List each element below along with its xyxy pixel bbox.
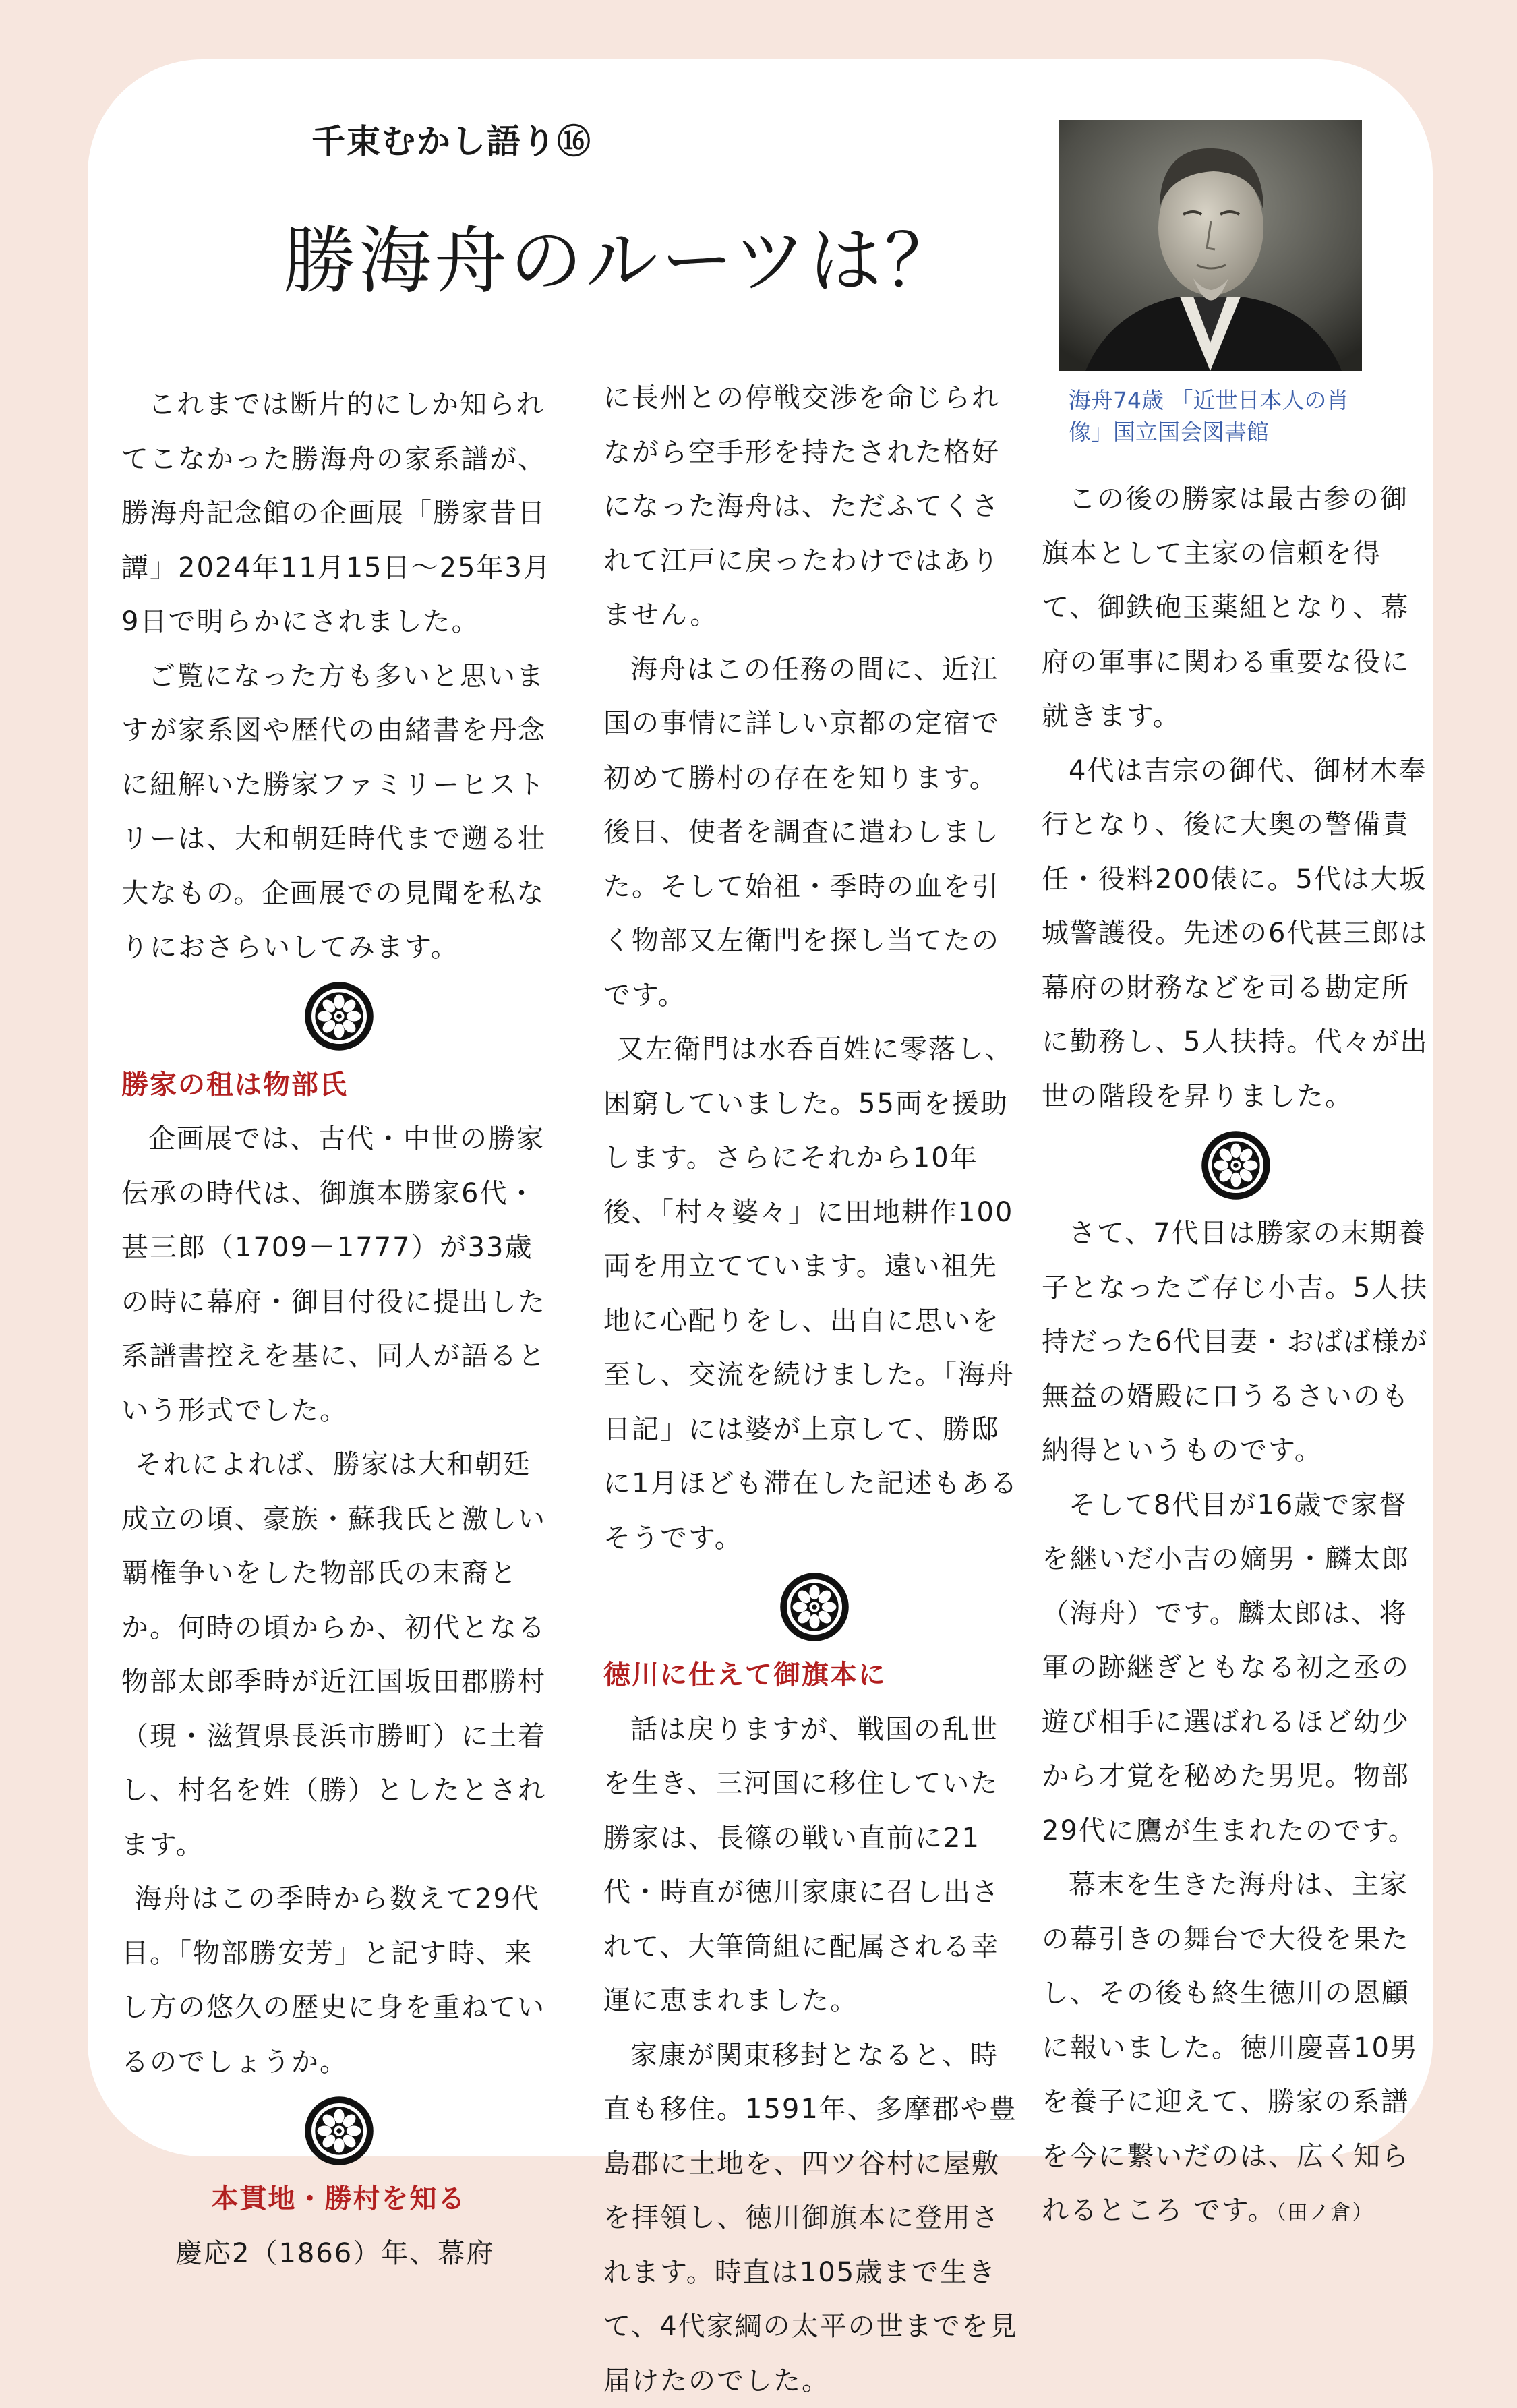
paragraph: 企画展では、古代・中世の勝家伝承の時代は、御旗本勝家6代・甚三郎（1709－1777）が33歳の時に幕府・御目付役に提出した系譜書控えを基に、同人が語るという形式でした。 (121, 1112, 556, 1438)
family-crest-icon (121, 975, 556, 1058)
series-title: 千束むかし語り⑯ (311, 115, 592, 163)
paragraph: ご覧になった方も多いと思いますが家系図や歴代の由緒書を丹念に紐解いた勝家ファミリーヒストリーは、大和朝廷時代まで遡る壮大なもの。企画展での見聞を私なりにおさらいしてみます。 (121, 649, 556, 975)
paragraph: それによれば、勝家は大和朝廷成立の頃、豪族・蘇我氏と激しい覇権争いをした物部氏の末裔とか。何時の頃からか、初代となる物部太郎季時が近江国坂田郡勝村（現・滋賀県長浜市勝町）に土着し、村名を姓（勝）としたとされます。 (121, 1438, 556, 1872)
paragraph: に長州との停戦交渉を命じられながら空手形を持たされた格好になった海舟は、ただふてくされて江戸に戻ったわけではありません。 (603, 371, 1025, 643)
family-crest-icon (603, 1565, 1025, 1648)
paragraph (1042, 1858, 1429, 2241)
family-crest-icon (1042, 1123, 1429, 1206)
article-column-3 (1042, 472, 1429, 2241)
author-signature: （田ノ倉） (1276, 2201, 1374, 2225)
paragraph: 4代は吉宗の御代、御材木奉行となり、後に大奥の警備責任・役料200俵に。5代は大坂城警護役。先述の6代甚三郎は幕府の財務などを司る勘定所に勤務し、5人扶持。代々が出世の階段を昇りました。 (1042, 744, 1429, 1124)
photo-caption (1069, 384, 1379, 448)
paragraph: そして8代目が16歳で家督を継いだ小吉の嫡男・麟太郎（海舟）です。麟太郎は、将軍の跡継ぎともなる初之丞の遊び相手に選ばれるほど幼少から才覚を秘めた男児。物部29代に鷹が生まれたのです。 (1042, 1478, 1429, 1858)
section-heading: 勝家の租は物部氏 (121, 1058, 556, 1113)
article-title: 勝海舟のルーツは？ (283, 202, 960, 307)
paragraph: 慶応2（1866）年、幕府 (121, 2227, 556, 2281)
paragraph: 家康が関東移封となると、時直も移住。1591年、多摩郡や豊島郡に土地を、四ツ谷村に屋敷を拝領し、徳川御旗本に登用されます。時直は105歳まで生きて、4代家綱の太平の世までを見届けたのでした。 (603, 2028, 1025, 2408)
paragraph: この後の勝家は最古参の御旗本として主家の信頼を得て、御鉄砲玉薬組となり、幕府の軍事に関わる重要な役に就きます。 (1042, 472, 1429, 744)
section-heading: 徳川に仕えて御旗本に (603, 1648, 1025, 1703)
caption-line-2: 像」国立国会図書館 (1069, 416, 1379, 448)
article-column-1 (121, 378, 556, 2281)
paragraph: 又左衛門は水呑百姓に零落し、困窮していました。55両を援助します。さらにそれから10年後、「村々婆々」に田地耕作100両を用立てています。遠い祖先地に心配りをし、出自に思いを至し、交流を続けました。「海舟日記」には婆が上京して、勝邸に1月ほども滞在した記述もあるそうです。 (603, 1022, 1025, 1565)
caption-line-1: 海舟74歳 「近世日本人の肖 (1069, 384, 1379, 416)
paragraph: 海舟はこの任務の間に、近江国の事情に詳しい京都の定宿で初めて勝村の存在を知ります。後日、使者を調査に遣わしました。そして始祖・季時の血を引く物部又左衛門を探し当てたのです。 (603, 643, 1025, 1023)
portrait-photo (1059, 120, 1362, 371)
article-column-2 (603, 371, 1025, 2408)
paragraph: 話は戻りますが、戦国の乱世を生き、三河国に移住していた勝家は、長篠の戦い直前に21代・時直が徳川家康に召し出されて、大筆筒組に配属される幸運に恵まれました。 (603, 1703, 1025, 2028)
paragraph: これまでは断片的にしか知られてこなかった勝海舟の家系譜が、勝海舟記念館の企画展「勝家昔日譚」2024年11月15日～25年3月9日で明らかにされました。 (121, 378, 556, 649)
paragraph-text: 幕末を生きた海舟は、主家の幕引きの舞台で大役を果たし、その後も終生徳川の恩顧に報いました。徳川慶喜10男を養子に迎えて、勝家の系譜を今に繋いだのは、広く知られるところ です。 (1042, 1869, 1419, 2226)
portrait-illustration (1059, 120, 1362, 371)
paragraph: さて、7代目は勝家の末期養子となったご存じ小吉。5人扶持だった6代目妻・おばば様が無益の婿殿に口うるさいのも納得というものです。 (1042, 1206, 1429, 1478)
paragraph: 海舟はこの季時から数えて29代目。「物部勝安芳」と記す時、来し方の悠久の歴史に身を重ねているのでしょうか。 (121, 1872, 556, 2089)
section-heading: 本貫地・勝村を知る (121, 2172, 556, 2227)
family-crest-icon (121, 2089, 556, 2172)
